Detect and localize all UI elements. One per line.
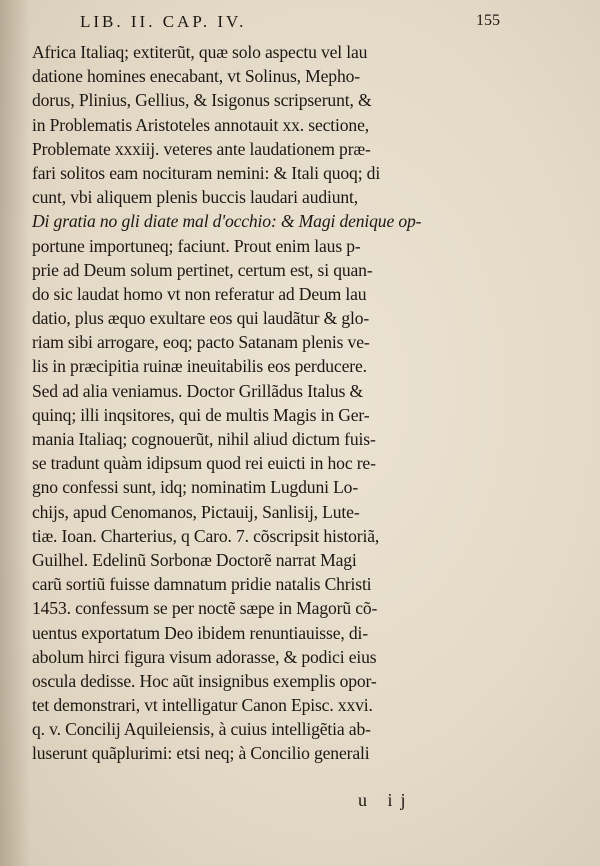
text-line: riam sibi arrogare, eoq; pacto Satanam plenis ve-: [32, 332, 370, 353]
text-line: luserunt quãplurimi: etsi neq; à Concilio generali: [32, 743, 370, 764]
text-line: quinq; illi inqsitores, qui de multis Magis in Ger-: [32, 404, 370, 425]
text-line: Problemate xxxiij. veteres ante laudationem præ-: [32, 138, 371, 159]
text-line: Guilhel. Edelinũ Sorbonæ Doctorẽ narrat Magi: [32, 549, 357, 570]
text-line: portune importuneq; faciunt. Prout enim laus p-: [32, 235, 361, 256]
text-line: Sed ad alia veniamus. Doctor Grillãdus Italus &: [32, 380, 364, 401]
text-line: Africa Italiaq; extiterũt, quæ solo aspectu vel lau: [32, 42, 368, 62]
running-head: [60, 12, 500, 38]
text-line: tiæ. Ioan. Charterius, q Caro. 7. cõscripsit historiã,: [32, 525, 380, 546]
body-text: [32, 40, 502, 766]
text-line: dorus, Plinius, Gellius, & Isigonus scripserunt, &: [32, 90, 372, 111]
gutter-shadow: [0, 0, 30, 866]
text-line: mania Italiaq; cognouerũt, nihil aliud dictum fuis-: [32, 429, 376, 449]
text-line: lis in præcipitia ruinæ ineuitabilis eos perducere.: [32, 356, 367, 377]
text-line: cunt, vbi aliquem plenis buccis laudari audiunt,: [32, 187, 359, 208]
italic-quote-line: Di gratia no gli diate mal d'occhio: & Magi denique op-: [32, 211, 422, 232]
running-head-title: LIB. II. CAP. IV.: [80, 12, 247, 31]
text-line: do sic laudat homo vt non referatur ad Deum lau: [32, 283, 367, 304]
text-line: uentus exportatum Deo ibidem renuntiauisse, di-: [32, 622, 368, 643]
text-line: oscula dedisse. Hoc aũt insignibus exemplis opor-: [32, 670, 377, 691]
text-line: 1453. confessum se per noctẽ sæpe in Magorũ cõ-: [32, 598, 378, 619]
text-line: carũ sortiũ fuisse damnatum pridie natalis Christi: [32, 574, 372, 595]
text-line: gno confessi sunt, idq; nominatim Lugduni Lo-: [32, 477, 359, 498]
text-line: q. v. Concilij Aquileiensis, à cuius intelligẽtia ab-: [32, 719, 371, 740]
text-line: datione homines enecabant, vt Solinus, Mepho-: [32, 66, 360, 87]
text-line: se tradunt quàm idipsum quod rei euicti in hoc re-: [32, 453, 376, 474]
signature-mark: u ij: [358, 790, 414, 810]
page-number: 155: [476, 12, 500, 29]
text-line: tet demonstrari, vt intelligatur Canon Episc. xxvi.: [32, 695, 373, 716]
text-line: in Problematis Aristoteles annotauit xx. sectione,: [32, 114, 369, 135]
text-line: prie ad Deum solum pertinet, certum est, si quan-: [32, 259, 373, 280]
text-line: chijs, apud Cenomanos, Pictauij, Sanlisij, Lute-: [32, 501, 360, 522]
text-line: fari solitos eam nocituram nemini: & Itali quoq; di: [32, 162, 381, 183]
text-line: abolum hirci figura visum adorasse, & podici eius: [32, 646, 377, 667]
text-line: datio, plus æquo exultare eos qui laudãtur & glo-: [32, 308, 370, 329]
